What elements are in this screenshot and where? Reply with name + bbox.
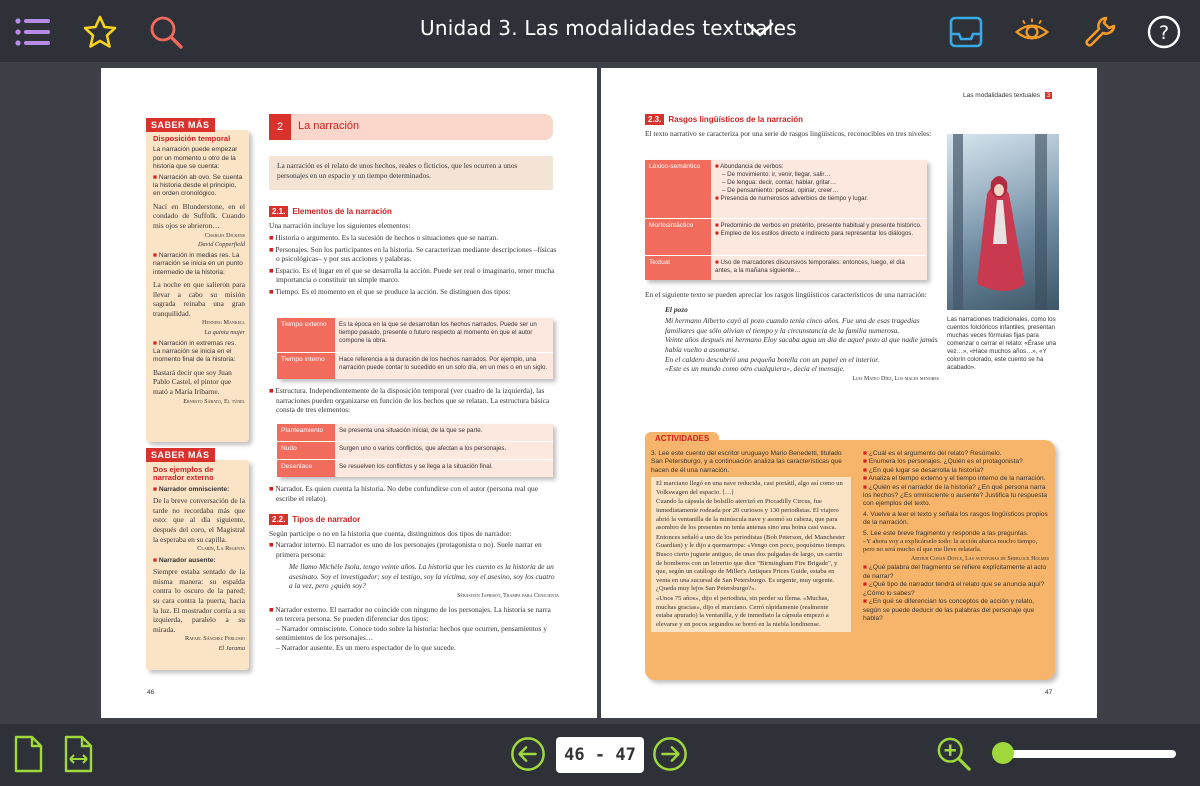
question-item: ■ ¿Qué palabra del fragmento se refiere explícitamente al acto de narrar? — [863, 564, 1047, 580]
zoom-in-icon[interactable] — [936, 736, 972, 772]
table-cell: Desenlace — [277, 460, 335, 477]
table-cell: Nudo — [277, 442, 335, 459]
table-cell — [711, 219, 927, 255]
page-indicator[interactable]: 46 - 47 — [556, 737, 644, 773]
question-item: ■ Analiza el tiempo externo y el tiempo interno de la narración. — [863, 475, 1046, 483]
zoom-slider-handle[interactable] — [992, 742, 1014, 764]
quote: Bastará decir que soy Juan Pablo Castel, el pintor que mató a María Iribarne. — [153, 367, 232, 396]
definition-box: La narración es el relato de unos hechos, reales o ficticios, que les ocurren a unos personajes en un espacio y un tiempo determinados. — [269, 156, 553, 190]
quote: –Y ahora voy a explicárselo todo: la acción abarca mucho tiempo, pero no será mucho el que me lleve relatarla. — [863, 538, 1038, 554]
left-page — [101, 68, 597, 718]
table-cell: Planteamiento — [277, 424, 335, 441]
subsection-number: 2.2. — [269, 514, 288, 525]
text: ¿Quién es el narrador de la historia? ¿En qué persona narra los hechos? ¿Es omnisciente o ausente? Justifica tu respuesta con ejemplos del texto. — [863, 483, 1047, 508]
quote: Siempre estaba sentado de la misma manera: su espalda contra lo oscuro de la pared; su cara contra la puerta, hacia la luz. El mostrador corría a su izquierda, paralelo a su mirada. — [153, 567, 245, 634]
text: La narración puede empezar por un momento u otro de la historia que se cuenta: — [153, 146, 238, 171]
section-title: La narración — [298, 120, 360, 132]
story-box — [651, 477, 851, 632]
text: Abundancia de verbos: — [720, 163, 784, 170]
bullet-item: ■ Historia o argumento. Es la sucesión de hechos o situaciones que se narran. — [269, 233, 499, 242]
pozo-excerpt — [645, 290, 939, 384]
table-cell — [711, 256, 927, 280]
text: ¿En qué lugar se desarrolla la historia? — [868, 466, 984, 474]
zoom-slider-track[interactable] — [1000, 750, 1176, 758]
text: Las modalidades textuales — [963, 92, 1040, 99]
saber-mas-content — [153, 135, 245, 406]
text: En el siguiente texto se pueden apreciar los rasgos lingüísticos característicos de una narración: — [645, 290, 927, 299]
subsection-2-2 — [269, 516, 559, 653]
bullet-item: ■ Narrador. Es quien cuenta la historia. No debe confundirse con el autor (persona real que escribe el relato). — [269, 484, 538, 503]
table-cell: Tiempo interno — [277, 353, 335, 379]
activities-left-column — [651, 450, 851, 632]
quote: «Este es un mundo como otro cualquiera», decía el mensaje. — [665, 364, 845, 374]
text: Narración in medias res. La narración se inicia en un punto intermedio de la historia: — [153, 251, 243, 276]
saber-mas-content — [153, 466, 245, 654]
unit-badge: 3 — [1046, 92, 1051, 99]
photo-caption: Las narraciones tradicionales, como los cuentos folclóricos infantiles, presentan muchas veces fórmulas fijas para comenzar o cerrar el relato: «Érase una vez…», «Hace muchos años…», «Y colorín colorado, este cuento se ha acabado». — [947, 316, 1057, 371]
text: Narrador omnisciente: — [158, 485, 230, 493]
text: El texto narrativo se caracteriza por una serie de rasgos lingüísticos, reconocibles en tres niveles: — [645, 129, 932, 139]
svg-text:?: ? — [1158, 22, 1170, 44]
table-cell: Textual — [645, 256, 711, 280]
bullet-item: ■ Narrador ausente: — [153, 556, 216, 564]
right-page — [601, 68, 1097, 718]
subsection-2-3 — [645, 116, 939, 139]
wrench-icon[interactable] — [1082, 14, 1118, 50]
author: Luis Mateo Díez, Los males menores — [852, 375, 939, 382]
table-row — [277, 441, 553, 459]
search-icon[interactable] — [148, 14, 184, 50]
quote: Me llamo Michèle Isola, tengo veinte años. La historia que les cuento es la historia de un asesinato. Soy el investigador; soy el testigo, soy la víctima, soy el asesino, soy los cuatro a la vez, pero ¿quién soy? — [289, 562, 555, 591]
bullet-item: ■ Narrador interno. El narrador es uno de los personajes (protagonista o no). Suele narrar en primera persona: — [269, 540, 542, 559]
table-cell: Morfosintáctico — [645, 219, 711, 255]
saber-mas-title: Dos ejemplos de narrador externo — [153, 465, 214, 483]
subsection-title: Tipos de narrador — [292, 515, 361, 524]
subsection-number: 2.3. — [645, 114, 664, 125]
text: Uso de marcadores discursivos temporales: entonces, luego, el día antes, a la mañana siguiente… — [715, 259, 905, 274]
section-heading — [269, 114, 553, 140]
table-row — [645, 160, 927, 218]
bullet-item: ■ Narración in medias res. La narración se inicia en un punto intermedio de la historia: — [153, 251, 243, 276]
activities-label: ACTIVIDADES — [645, 432, 719, 445]
text: – De movimiento: ir, venir, llegar, salir… — [722, 171, 831, 178]
help-icon[interactable] — [1146, 14, 1182, 50]
table-cell: Léxico-semántico — [645, 160, 711, 218]
question-item: ■ Enumera los personajes. ¿Quién es el protagonista? — [863, 458, 1023, 466]
table-cell: Se resuelven los conflictos y se llega a la situación final. — [335, 460, 553, 477]
page-number: 46 — [147, 689, 155, 696]
page-icon[interactable] — [10, 736, 46, 772]
levels-table — [645, 160, 927, 280]
fairy-tale-photo — [947, 134, 1059, 310]
text: – Narrador ausente. Es un mero espectador de lo que sucede. — [276, 642, 456, 652]
author: Arthur Conan Doyle, Las aventuras de Sherlock Holmes — [910, 555, 1049, 562]
chevron-down-icon[interactable] — [746, 18, 774, 44]
bullet-item: ■ Narrador omnisciente: — [153, 485, 230, 493]
table-cell — [711, 160, 927, 218]
text: – De lengua: decir, contar, hablar, gritar… — [722, 179, 837, 186]
text: Empleo de los estilos directo e indirecto para representar los diálogos. — [720, 230, 914, 237]
author: Charles Dickens — [204, 231, 245, 239]
subsection-2-1 — [269, 208, 559, 297]
author: Clarín, La Regenta — [197, 545, 245, 553]
author: Sébastien Japrisot, Trampa para Cenicienta — [457, 592, 559, 599]
subsection-title: Rasgos lingüísticos de la narración — [668, 115, 804, 124]
work: El Jarama — [218, 644, 245, 652]
bullet-item: ■ Espacio. Es el lugar en el que se desarrolla la acción. Puede ser real o imaginario, tener mucha importancia o constituir un simple marco. — [269, 265, 555, 285]
subsection-heading — [645, 116, 939, 124]
text: ■ Abundancia de verbos: — [715, 163, 784, 170]
section-number: 2 — [269, 114, 291, 140]
table-cell: Se presenta una situación inicial, de la que se parte. — [335, 424, 553, 441]
text: Entonces señaló a uno de los periodistas (Bob Peterson, del Manchester Guardian) y le dijo a quemarropa: «Vengo con poco, poquísimo tiempo. Busco cierto juguete antiguo, de unas dos pulgadas de largo, un carrito de bomberos con un letrerito que dice "Birmingham Fire Brigade", y que, según un catálogo de Miller's Antiques Prices Guide, estaba en venta en una sucursal de San Petersburgo. Es urgente, muy urgente. ¿Queda muy lejos San Petersburgo?». — [656, 533, 846, 593]
text: Una narración incluye los siguientes elementos: — [269, 221, 411, 231]
text: ■ Uso de marcadores discursivos temporales: entonces, luego, el día antes, a la mañana siguiente… — [715, 259, 905, 274]
author: Ernesto Sábato, El túnel — [183, 397, 245, 405]
table-cell: Es la época en la que se desarrollan los hechos narrados. Puede ser un tiempo pasado, presente o futuro respecto al momento en que el autor compone la obra. — [335, 318, 553, 352]
table-row — [645, 218, 927, 255]
question-item: ■ ¿Qué tipo de narrador tendrá el relato que se anuncia aquí? ¿Cómo lo sabes? — [863, 581, 1045, 597]
text: Narrador externo. El narrador no coincide con ninguno de los personajes. La historia se narra en tercera persona. Se pueden diferenciar dos tipos: — [275, 604, 551, 624]
inbox-icon[interactable] — [948, 14, 984, 50]
document-title[interactable]: Unidad 3. Las modalidades textuales — [420, 16, 797, 40]
eye-icon[interactable] — [1014, 14, 1050, 50]
text: «Unos 75 años», dijo el periodista, sin perder su flema. «Muchas, muchas gracias», dijo el marciano. Cerró rápidamente (realmente estaba apurado) la ventanilla, y de inmediato la cápsula empezó a elevarse y en pocos segundos se borró en la niebla londinense. — [656, 594, 829, 628]
text: Tiempo. Es el momento en el que se produce la acción. Se distinguen dos tipos: — [275, 286, 511, 296]
text: ¿Qué tipo de narrador tendrá el relato que se anuncia aquí? ¿Cómo lo sabes? — [863, 581, 1045, 597]
subsection-heading — [269, 208, 559, 216]
page-number: 47 — [1045, 689, 1053, 696]
text: Narración in extremas res. La narración se inicia en el momento final de la historia: — [153, 339, 237, 364]
text: Según participe o no en la historia que cuenta, distinguimos dos tipos de narrador: — [269, 529, 512, 539]
text: ¿Qué palabra del fragmento se refiere explícitamente al acto de narrar? — [863, 564, 1047, 580]
text: Espacio. Es el lugar en el que se desarrolla la acción. Puede ser real o imaginario, tener mucha importancia o constituir un simple marco. — [275, 265, 555, 285]
quote: Nací en Blunderstone, en el condado de Suffolk. Cuando mis ojos se abrieron… — [153, 201, 245, 231]
quote: De la breve conversación de la tarde no recordaba más que esto: que al día siguiente, después del coro, el Magistral la esperaba en su capilla. — [153, 496, 245, 544]
question-item: ■ ¿En qué lugar se desarrolla la historia? — [863, 466, 984, 474]
quote: La noche en que salieron para llevar a cabo su misión sagrada reinaba una gran tranquilidad. — [153, 280, 245, 318]
text: Estructura. Independientemente de la disposición temporal (ver cuadro de la izquierda), las narraciones pueden organizarse en función de los hechos que se relatan. La estructura básica consta de tres elementos: — [275, 386, 550, 415]
subsection-title: Elementos de la narración — [292, 207, 392, 216]
menu-icon[interactable] — [14, 14, 50, 50]
text: Narrador. Es quien cuenta la historia. No debe confundirse con el autor (persona real que escribe el relato). — [275, 484, 538, 503]
text: Enumera los personajes. ¿Quién es el protagonista? — [868, 458, 1023, 466]
bullet-item: ■ Tiempo. Es el momento en el que se produce la acción. Se distinguen dos tipos: — [269, 286, 511, 296]
activity-3: 3. Lee este cuento del escritor uruguayo Mario Benedetti, titulado San Petersburgo, y a continuación analiza las características que hacen de él una narración. — [651, 450, 842, 474]
text: Narrador interno. El narrador es uno de los personajes (protagonista o no). Suele narrar en primera persona: — [275, 540, 542, 559]
quote: Mi hermano Alberto cayó al pozo cuando tenía cinco años. Fue una de esas tragedias familiares que sólo alivian el tiempo y la circunstancia de la familia numerosa. — [665, 316, 920, 335]
bullet-item: ■ Narración in extremas res. La narración se inicia en el momento final de la historia: — [153, 339, 237, 364]
saber-mas-label: SABER MÁS — [146, 448, 215, 462]
text: El marciano llegó en una nave reducida, casi portátil, algo así como un Volkswagen del espacio. […] — [656, 480, 843, 496]
work: La quinta mujer — [204, 329, 245, 336]
question-item: ■ ¿Cuál es el argumento del relato? Resúmelo. — [863, 450, 1002, 457]
saber-mas-title: Disposición temporal — [153, 134, 231, 143]
table-cell: Surgen uno o varios conflictos, que afectan a los personajes. — [335, 442, 553, 459]
table-row — [277, 424, 553, 441]
quote: En el caldero descubrió una pequeña botella con un papel en el interior. — [665, 354, 880, 364]
text: ■ Predominio de verbos en pretérito, presente habitual y presente histórico. — [715, 222, 922, 229]
table-row — [645, 255, 927, 280]
text: ■ Presencia de numerosos adverbios de tiempo y lugar. — [715, 195, 869, 202]
text: Cuando la cápsula de bolsillo aterrizó en Piccadilly Circus, fue inmediatamente rodeada por 20 curiosos y 130 periodistas. El viajero abrió la ventanilla de la minúscula nave y asomó su cabeza, que para asombro de los presentes no tenía antenas sino una boina casi vasca. — [656, 498, 839, 532]
author: Henning Mankell — [201, 319, 245, 327]
text: ¿Cuál es el argumento del relato? Resúmelo. — [868, 450, 1002, 457]
prev-icon[interactable] — [510, 736, 546, 772]
running-head — [963, 92, 1052, 100]
bullet-item: ■ Personajes. Son los participantes en la historia. Se caracterizan mediante descripciones –físicas o psicológicas– y por sus acciones y palabras. — [269, 244, 557, 264]
fit-page-icon[interactable] — [60, 736, 96, 772]
text: – Narrador omnisciente. Conoce todo sobre la historia: hechos que ocurren, pensamientos y sentimientos de los personajes… — [276, 623, 547, 643]
activity-5: 5. Lee este breve fragmento y responde a las preguntas. — [863, 529, 1029, 537]
table-row — [277, 352, 553, 379]
text: ■ Empleo de los estilos directo e indirecto para representar los diálogos. — [715, 230, 914, 237]
question-item: ■ ¿En qué se diferencian los conceptos de acción y relato, según se puede deducir de las palabras del personaje que habla? — [863, 598, 1035, 622]
subsection-number: 2.1. — [269, 206, 288, 217]
star-icon[interactable] — [82, 14, 118, 50]
saber-mas-label: SABER MÁS — [146, 118, 215, 132]
text: Predominio de verbos en pretérito, presente habitual y presente histórico. — [720, 222, 922, 229]
table-row — [277, 318, 553, 352]
quote: Veinte años después mi hermano Eloy sacaba agua un día de aquel pozo al que nadie jamás había vuelto a asomarse. — [665, 335, 938, 354]
excerpt-title: El pozo — [665, 304, 688, 314]
text: Historia o argumento. Es la sucesión de hechos o situaciones que se narran. — [275, 233, 499, 242]
bullet-item: ■ Estructura. Independientemente de la disposición temporal (ver cuadro de la izquierda), las narraciones pueden organizarse en función de los hechos que se relatan. La estructura básica consta de tres elementos: — [269, 386, 550, 415]
table-cell: Hace referencia a la duración de los hechos narrados. Por ejemplo, una narración puede contar lo sucedido en un solo día, en un mes o en un siglo. — [335, 353, 553, 379]
text: Personajes. Son los participantes en la historia. Se caracterizan mediante descripciones –físicas o psicológicas– y por sus acciones y palabras. — [275, 244, 557, 264]
text: Presencia de numerosos adverbios de tiempo y lugar. — [720, 195, 869, 202]
next-icon[interactable] — [652, 736, 688, 772]
text: Narración ab ovo. Se cuenta la historia desde el principio, en orden cronológico. — [153, 173, 243, 198]
work: David Copperfield — [197, 241, 245, 249]
author: Rafael Sánchez Ferlosio — [184, 635, 245, 643]
book-viewer — [0, 62, 1200, 724]
text: Analiza el tiempo externo y el tiempo interno de la narración. — [868, 475, 1046, 483]
table-row — [277, 459, 553, 477]
time-table — [277, 318, 553, 379]
structure-table — [277, 424, 553, 477]
activities-right-column — [863, 450, 1049, 623]
question-item: ■ ¿Quién es el narrador de la historia? ¿En qué persona narra los hechos? ¿Es omnisciente o ausente? Justifica tu respuesta con ejemplos del texto. — [863, 483, 1047, 508]
text: – De pensamiento: pensar, opinar, creer… — [722, 187, 839, 194]
table-cell: Tiempo externo — [277, 318, 335, 352]
subsection-heading — [269, 516, 559, 524]
text: Narrador ausente: — [158, 556, 216, 564]
top-toolbar — [0, 0, 1200, 62]
bullet-item: ■ Narración ab ovo. Se cuenta la historia desde el principio, en orden cronológico. — [153, 173, 243, 198]
activity-4: 4. Vuelve a leer el texto y señala los rasgos lingüísticos propios de la narración. — [863, 510, 1048, 527]
text: ¿En qué se diferencian los conceptos de acción y relato, según se puede deducir de las palabras del personaje que habla? — [863, 598, 1035, 622]
bullet-item: ■ Narrador externo. El narrador no coincide con ninguno de los personajes. La historia se narra en tercera persona. Se pueden diferenciar dos tipos: — [269, 604, 551, 624]
